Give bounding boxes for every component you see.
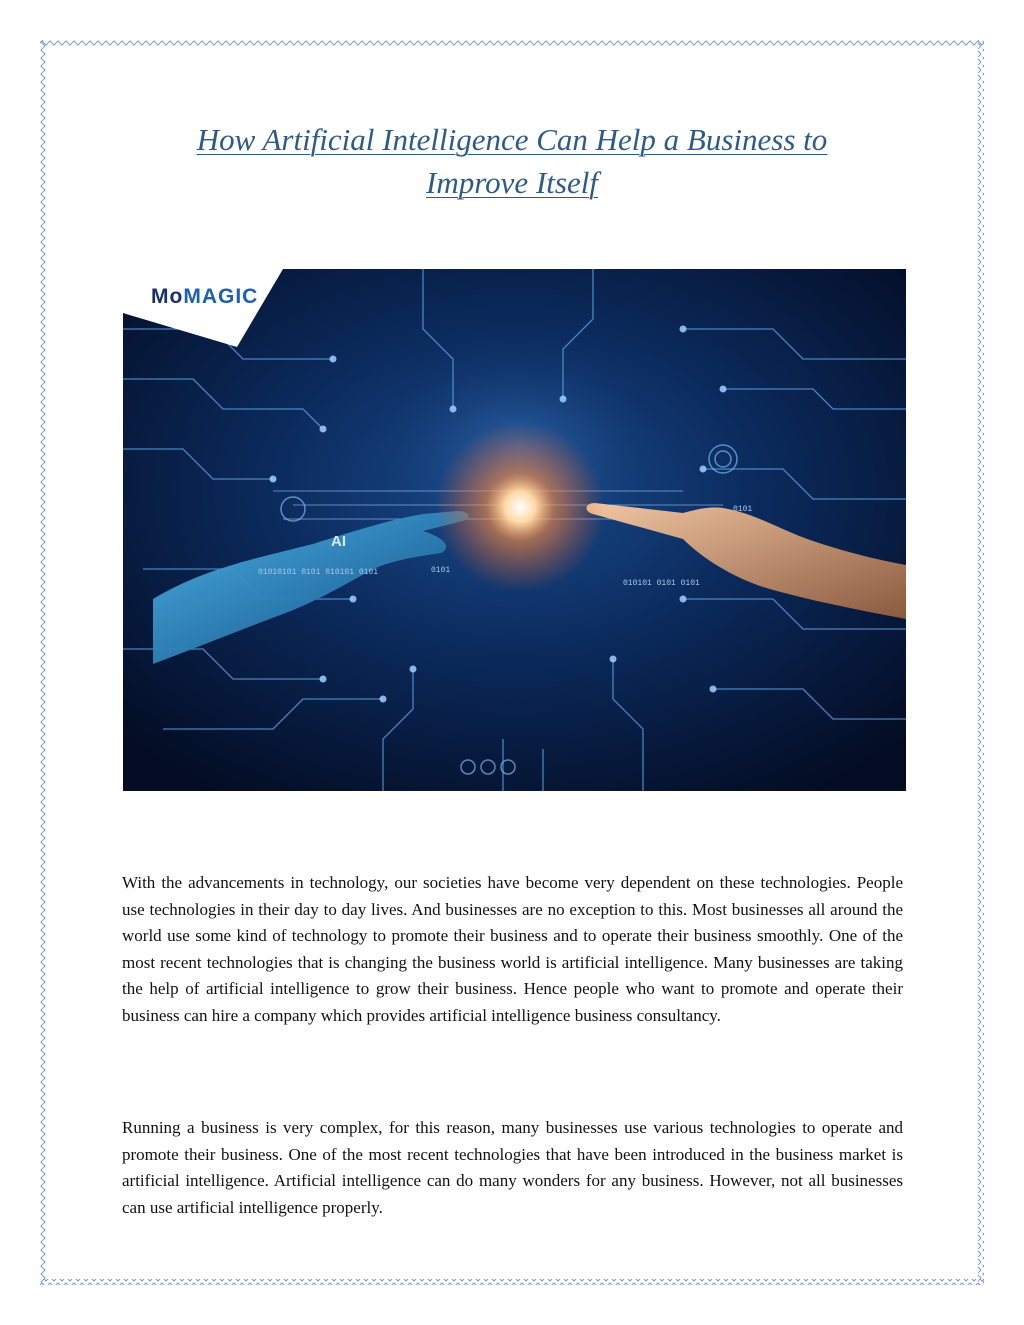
momagic-logo: MoMAGIC xyxy=(151,285,259,308)
title-link-line1[interactable]: How Artificial Intelligence Can Help a Business to xyxy=(196,122,828,157)
ai-circuit-hands-illustration xyxy=(123,269,906,791)
body-paragraph-1: With the advancements in technology, our societies have become very dependent on these technologies. People use technologies in their day to day lives. And businesses are no exception to this. Most businesses all around the world use some kind of technology to promote their business and to operate their business smoothly. One of the most recent technologies that is changing the business world is artificial intelligence. Many businesses are taking the help of artificial intelligence to grow their business. Hence people who want to promote and operate their business can hire a company which provides artificial intelligence business consultancy. xyxy=(122,873,903,1025)
hero-image xyxy=(123,269,906,791)
binary-label: 0101 xyxy=(431,566,451,575)
ai-label: AI xyxy=(331,533,346,550)
binary-label: 0101 xyxy=(733,505,753,514)
page-title xyxy=(130,118,894,204)
binary-label: 010101 0101 0101 xyxy=(623,579,700,588)
title-link-line2[interactable]: Improve Itself xyxy=(426,165,598,200)
body-paragraph-2: Running a business is very complex, for this reason, many businesses use various technologies to operate and promote their business. One of the most recent technologies that have been introduced in the business market is artificial intelligence. Artificial intelligence can do many wonders for any business. However, not all businesses can use artificial intelligence properly. xyxy=(122,1118,903,1217)
binary-label: 01010101 0101 010101 0101 xyxy=(258,568,379,577)
